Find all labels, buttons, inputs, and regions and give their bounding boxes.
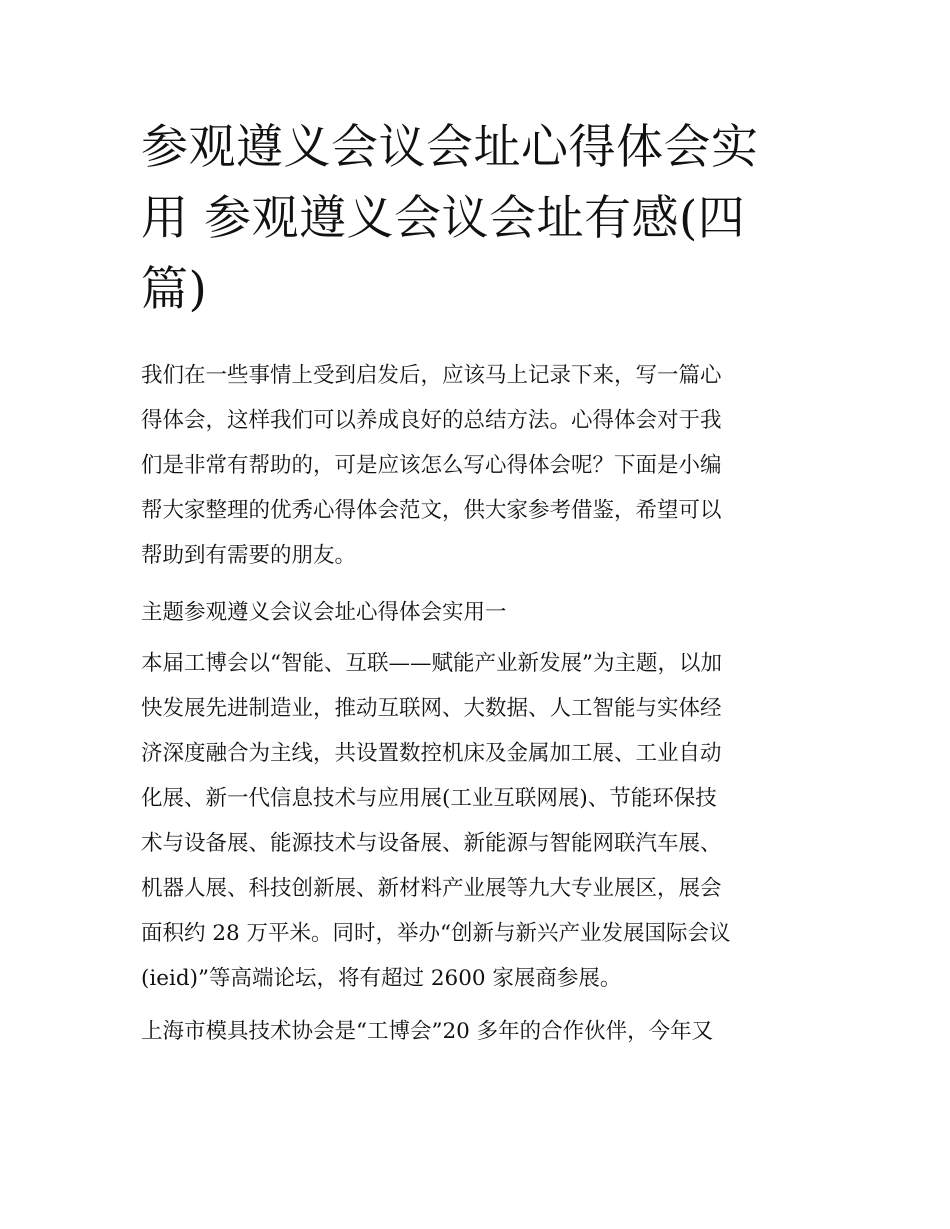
- text-line: 快发展先进制造业，推动互联网、大数据、人工智能与实体经: [141, 696, 722, 721]
- title-line: 篇): [141, 262, 208, 317]
- body-paragraph-1: [141, 641, 813, 1001]
- text-line: 帮助到有需要的朋友。: [141, 543, 357, 568]
- text-line: 们是非常有帮助的，可是应该怎么写心得体会呢？下面是小编: [141, 453, 722, 478]
- text-line: 本届工博会以“智能、互联——赋能产业新发展”为主题，以加: [141, 651, 722, 676]
- intro-paragraph: [141, 353, 813, 578]
- text-line: 帮大家整理的优秀心得体会范文，供大家参考借鉴，希望可以: [141, 498, 722, 523]
- document-title: [141, 112, 813, 325]
- text-line: 得体会，这样我们可以养成良好的总结方法。心得体会对于我: [141, 408, 722, 433]
- title-line: 用 参观遵义会议会址有感(四: [141, 191, 746, 246]
- text-line: 面积约 28 万平米。同时，举办“创新与新兴产业发展国际会议: [141, 921, 731, 946]
- text-line: (ieid)”等高端论坛，将有超过 2600 家展商参展。: [141, 966, 622, 991]
- document-page: [141, 112, 813, 1054]
- section-heading: 主题参观遵义会议会址心得体会实用一: [141, 600, 507, 625]
- text-line: 化展、新一代信息技术与应用展(工业互联网展)、节能环保技: [141, 786, 717, 811]
- text-line: 济深度融合为主线，共设置数控机床及金属加工展、工业自动: [141, 741, 722, 766]
- text-line: 机器人展、科技创新展、新材料产业展等九大专业展区，展会: [141, 876, 722, 901]
- text-line: 上海市模具技术协会是“工博会”20 多年的合作伙伴，今年又: [141, 1019, 714, 1044]
- title-line: 参观遵义会议会址心得体会实: [141, 120, 759, 175]
- body-paragraph-2: [141, 1009, 813, 1054]
- text-line: 术与设备展、能源技术与设备展、新能源与智能网联汽车展、: [141, 831, 722, 856]
- text-line: 我们在一些事情上受到启发后，应该马上记录下来，写一篇心: [141, 363, 722, 388]
